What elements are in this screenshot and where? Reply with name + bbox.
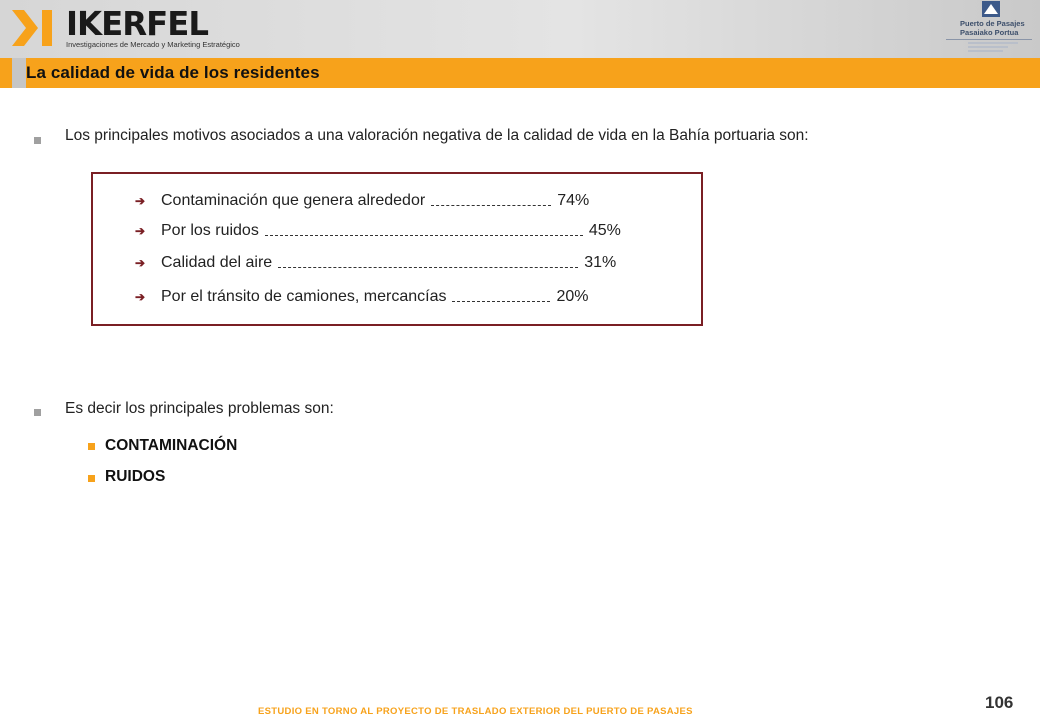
reason-value: 20% (556, 288, 589, 305)
reason-row (135, 252, 616, 274)
title-bar (0, 58, 1040, 88)
orange-bullet (88, 475, 95, 482)
bullet-square (34, 409, 41, 416)
logo-wordmark: IKERFEL (66, 4, 209, 43)
problem-item: RUIDOS (105, 468, 166, 485)
ikerfel-chevron-icon (10, 8, 58, 48)
arrow-icon: ➔ (135, 224, 146, 238)
header-bar (0, 0, 1040, 58)
reasons-box (91, 172, 703, 326)
reason-row (135, 190, 589, 212)
dotted-leader (265, 235, 583, 236)
reason-label: Por los ruidos (161, 222, 259, 239)
reason-value: 74% (557, 192, 590, 209)
reason-value: 31% (584, 254, 617, 271)
dotted-leader (431, 205, 551, 206)
port-name: Puerto de Pasajes Pasaiako Portua (960, 19, 1025, 37)
port-fine-print (968, 42, 1018, 52)
reason-label: Calidad del aire (161, 254, 273, 271)
reason-row (135, 286, 589, 308)
bullet-square (34, 137, 41, 144)
port-logo (946, 0, 1032, 58)
page-number: 106 (985, 693, 1014, 712)
page-title: La calidad de vida de los residentes (26, 63, 320, 82)
reason-label: Por el tránsito de camiones, mercancías (161, 288, 447, 305)
ikerfel-logo (10, 4, 240, 52)
arrow-icon: ➔ (135, 256, 146, 270)
logo-tagline: Investigaciones de Mercado y Marketing Estratégico (66, 40, 240, 49)
arrow-icon: ➔ (135, 290, 146, 304)
reason-row (135, 220, 621, 242)
footer-text: ESTUDIO EN TORNO AL PROYECTO DE TRASLADO EXTERIOR DEL PUERTO DE PASAJES (258, 706, 693, 717)
problem-item: CONTAMINACIÓN (105, 437, 238, 454)
orange-bullet (88, 443, 95, 450)
dotted-leader (452, 301, 550, 302)
port-emblem-icon (982, 1, 1000, 17)
title-bar-accent (12, 58, 26, 88)
reason-label: Contaminación que genera alrededor (161, 192, 426, 209)
port-divider (946, 39, 1032, 40)
summary-text: Es decir los principales problemas son: (65, 400, 334, 417)
dotted-leader (278, 267, 578, 268)
reason-value: 45% (588, 222, 621, 239)
intro-text: Los principales motivos asociados a una valoración negativa de la calidad de vida en la Bahía portuaria son: (65, 127, 809, 144)
arrow-icon: ➔ (135, 194, 146, 208)
